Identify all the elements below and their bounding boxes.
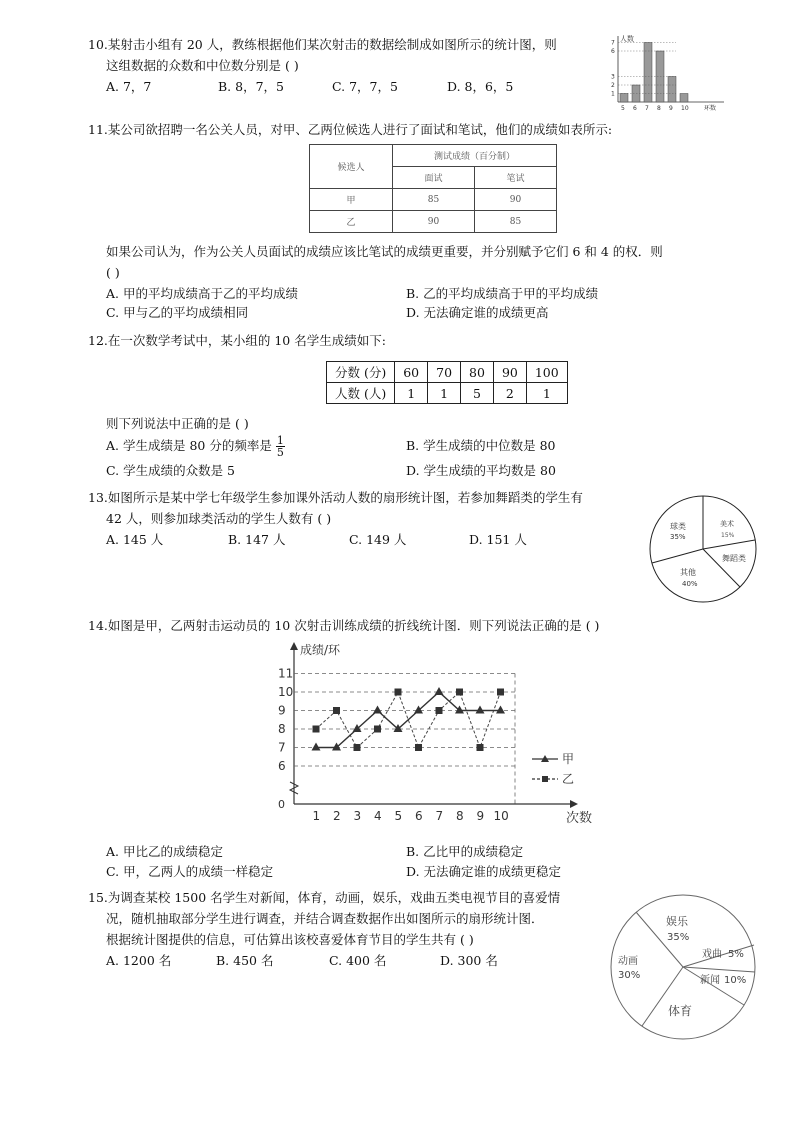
q10-y-tick: 3 bbox=[611, 73, 615, 81]
q12-score-cell: 60 bbox=[395, 362, 428, 383]
q10-option-a: A. 7，7 bbox=[106, 79, 152, 94]
q14-x-tick: 1 bbox=[312, 809, 321, 823]
q15-slice-value: 35% bbox=[667, 932, 690, 943]
q11-row2-written: 85 bbox=[474, 211, 556, 233]
q14-option-c: C. 甲，乙两人的成绩一样稳定 bbox=[106, 864, 274, 879]
q10-x-tick: 10 bbox=[681, 105, 689, 112]
q10-option-c: C. 7，7，5 bbox=[332, 79, 398, 94]
q15-slice-value: 5% bbox=[728, 949, 744, 960]
q10-y-tick: 1 bbox=[611, 90, 615, 98]
q14-point-yi bbox=[313, 726, 320, 733]
q14-option-b: B. 乙比甲的成绩稳定 bbox=[406, 844, 524, 859]
q10-bar bbox=[668, 77, 676, 103]
q15-slice-label: 新闻 bbox=[700, 975, 720, 986]
q12-question: 则下列说法中正确的是 ( ) bbox=[106, 416, 249, 431]
q12-score-cell: 90 bbox=[493, 362, 526, 383]
q11-option-a: A. 甲的平均成绩高于乙的平均成绩 bbox=[106, 286, 298, 301]
q13-slice-value: 40% bbox=[682, 580, 698, 588]
fraction-denominator: 5 bbox=[276, 446, 284, 459]
q15-slice-label: 戏曲 bbox=[702, 949, 722, 960]
table-row bbox=[327, 362, 568, 383]
q12-fraction bbox=[276, 435, 285, 458]
q14-point-yi bbox=[497, 689, 504, 696]
fraction-numerator: 1 bbox=[276, 434, 284, 447]
q10-x-tick: 8 bbox=[657, 105, 661, 112]
q13-slice-label: 其他 bbox=[680, 568, 696, 577]
q11-header-written: 笔试 bbox=[474, 167, 556, 189]
q12-count-cell: 1 bbox=[526, 383, 567, 404]
q13-pie-chart bbox=[648, 494, 758, 604]
q14-x-tick: 4 bbox=[374, 809, 382, 823]
q14-x-tick: 6 bbox=[415, 809, 423, 823]
q15-option-c: C. 400 名 bbox=[329, 953, 387, 968]
q14-point-jia bbox=[332, 743, 341, 751]
q14-axis-break bbox=[290, 782, 298, 794]
q14-option-a: A. 甲比乙的成绩稳定 bbox=[106, 844, 223, 859]
q12-option-a bbox=[106, 433, 285, 459]
q14-x-tick: 8 bbox=[456, 809, 464, 823]
q10-bar-chart bbox=[604, 30, 728, 112]
q10-y-tick: 2 bbox=[611, 82, 615, 89]
q11-stem: 11.某公司欲招聘一名公关人员，对甲、乙两位候选人进行了面试和笔试，他们的成绩如表所示: bbox=[88, 122, 613, 137]
q14-point-yi bbox=[456, 689, 463, 696]
q15-option-d: D. 300 名 bbox=[440, 953, 498, 968]
q10-bar bbox=[680, 94, 688, 103]
q15-stem-line2: 况，随机抽取部分学生进行调查，并结合调查数据作出如图所示的扇形统计图． bbox=[106, 911, 544, 926]
q14-line-chart bbox=[270, 638, 610, 832]
q11-option-c: C. 甲与乙的平均成绩相同 bbox=[106, 305, 249, 320]
q14-point-yi bbox=[477, 744, 484, 751]
q14-y-axis-arrow bbox=[290, 642, 298, 650]
q14-point-jia bbox=[476, 706, 485, 714]
q11-row1-interview: 85 bbox=[393, 189, 475, 211]
q10-x-tick: 7 bbox=[645, 105, 649, 112]
q11-row2-name: 乙 bbox=[310, 211, 393, 233]
q12-count-cell: 2 bbox=[493, 383, 526, 404]
q12-stem: 12.在一次数学考试中，某小组的 10 名学生成绩如下: bbox=[88, 333, 386, 348]
table-row bbox=[310, 211, 557, 233]
q14-point-jia bbox=[394, 724, 403, 732]
q10-x-tick: 6 bbox=[633, 105, 637, 112]
q10-y-tick: 6 bbox=[611, 48, 615, 55]
q11-row1-name: 甲 bbox=[310, 189, 393, 211]
q13-slice-label: 球类 bbox=[670, 522, 686, 531]
q14-point-jia bbox=[414, 706, 423, 714]
q12-count-cell: 5 bbox=[461, 383, 494, 404]
q15-slice-label: 体育 bbox=[668, 1004, 693, 1018]
q12-option-b: B. 学生成绩的中位数是 80 bbox=[406, 438, 556, 453]
q15-option-b: B. 450 名 bbox=[216, 953, 274, 968]
q13-stem-line2: 42 人，则参加球类活动的学生人数有 ( ) bbox=[106, 511, 332, 526]
q11-option-b: B. 乙的平均成绩高于甲的平均成绩 bbox=[406, 286, 599, 301]
q14-point-jia bbox=[353, 724, 362, 732]
q14-point-yi bbox=[333, 707, 340, 714]
q14-x-label: 次数 bbox=[566, 811, 593, 826]
q12-score-cell: 70 bbox=[428, 362, 461, 383]
q12-score-label: 分数 (分) bbox=[327, 362, 395, 383]
q12-option-d: D. 学生成绩的平均数是 80 bbox=[406, 463, 556, 478]
q15-pie-chart bbox=[604, 893, 764, 1043]
q14-y-tick: 11 bbox=[278, 666, 294, 681]
legend-label-jia: 甲 bbox=[562, 752, 575, 766]
q15-stem-line3: 根据统计图提供的信息，可估算出该校喜爱体育节目的学生共有 ( ) bbox=[106, 932, 474, 947]
q10-x-label: 环数 bbox=[704, 105, 717, 112]
q12-count-cell: 1 bbox=[428, 383, 461, 404]
q11-header-group: 测试成绩（百分制） bbox=[393, 145, 557, 167]
q13-slice-value: 15% bbox=[721, 532, 735, 539]
q11-option-d: D. 无法确定谁的成绩更高 bbox=[406, 305, 549, 320]
q14-y-tick: 6 bbox=[278, 759, 286, 773]
q14-point-jia bbox=[435, 687, 444, 695]
q11-row2-interview: 90 bbox=[393, 211, 475, 233]
q11-weight-text: 如果公司认为，作为公关人员面试的成绩应该比笔试的成绩更重要，并分别赋予它们 6 和 4 的权．则 bbox=[106, 244, 663, 259]
q11-header-candidate: 候选人 bbox=[310, 145, 393, 189]
q15-slice-label: 娱乐 bbox=[666, 915, 688, 928]
q12-score-table bbox=[326, 361, 568, 404]
q10-x-tick: 9 bbox=[669, 105, 673, 112]
q15-option-a: A. 1200 名 bbox=[106, 953, 172, 968]
q14-point-jia bbox=[455, 706, 464, 714]
q14-point-jia bbox=[312, 743, 321, 751]
q14-point-yi bbox=[354, 744, 361, 751]
q14-point-jia bbox=[373, 706, 382, 714]
q12-option-a-text: A. 学生成绩是 80 分的频率是 bbox=[106, 438, 272, 453]
q12-count-cell: 1 bbox=[395, 383, 428, 404]
q14-x-tick: 3 bbox=[353, 809, 362, 823]
q13-stem-line1: 13.如图所示是某中学七年级学生参加课外活动人数的扇形统计图，若参加舞蹈类的学生有 bbox=[88, 490, 583, 505]
q14-x-axis-arrow bbox=[570, 800, 578, 808]
q11-row1-written: 90 bbox=[474, 189, 556, 211]
q14-point-yi bbox=[415, 744, 422, 751]
q14-x-tick: 7 bbox=[435, 809, 444, 823]
q11-score-table bbox=[309, 144, 557, 233]
q13-option-d: D. 151 人 bbox=[469, 532, 527, 547]
q15-stem-line1: 15.为调查某校 1500 名学生对新闻，体育，动画，娱乐，戏曲五类电视节目的喜爱情 bbox=[88, 890, 561, 905]
q14-point-yi bbox=[395, 689, 402, 696]
q10-x-tick: 5 bbox=[621, 105, 625, 112]
q14-x-tick: 5 bbox=[394, 809, 403, 823]
q14-x-tick: 9 bbox=[476, 809, 485, 823]
q11-header-interview: 面试 bbox=[393, 167, 475, 189]
q13-slice-label: 美术 bbox=[720, 520, 734, 528]
q10-option-b: B. 8，7，5 bbox=[218, 79, 284, 94]
q14-stem: 14.如图是甲，乙两射击运动员的 10 次射击训练成绩的折线统计图．则下列说法正确的是 ( ) bbox=[88, 618, 600, 633]
q14-point-yi bbox=[374, 726, 381, 733]
q14-origin-label: 0 bbox=[278, 798, 285, 811]
q15-slice-label: 动画 bbox=[618, 956, 638, 967]
q14-y-tick: 8 bbox=[278, 722, 286, 736]
q15-slice-value: 10% bbox=[724, 975, 747, 986]
q13-slice-value: 35% bbox=[670, 533, 686, 541]
q14-x-tick: 2 bbox=[333, 809, 341, 823]
q14-x-tick: 10 bbox=[493, 809, 509, 823]
q14-legend bbox=[532, 752, 574, 786]
q14-point-jia bbox=[496, 706, 505, 714]
q12-option-c: C. 学生成绩的众数是 5 bbox=[106, 463, 235, 478]
table-row bbox=[310, 189, 557, 211]
q10-stem-line2: 这组数据的众数和中位数分别是 ( ) bbox=[106, 58, 299, 73]
q10-bar bbox=[620, 94, 628, 103]
q14-y-tick: 10 bbox=[278, 685, 294, 699]
q12-score-cell: 100 bbox=[526, 362, 567, 383]
legend-label-yi: 乙 bbox=[562, 772, 575, 786]
q14-point-yi bbox=[436, 707, 443, 714]
q13-option-c: C. 149 人 bbox=[349, 532, 407, 547]
q14-y-label: 成绩/环 bbox=[300, 643, 341, 657]
q14-y-tick: 9 bbox=[278, 703, 286, 718]
q14-y-tick: 7 bbox=[278, 740, 286, 755]
q13-slice-label: 舞蹈类 bbox=[722, 554, 746, 563]
q10-option-d: D. 8，6，5 bbox=[447, 79, 514, 94]
table-row bbox=[327, 383, 568, 404]
q13-option-a: A. 145 人 bbox=[106, 532, 164, 547]
q15-slice-value: 30% bbox=[618, 970, 641, 981]
q10-y-tick: 7 bbox=[611, 39, 615, 47]
q12-score-cell: 80 bbox=[461, 362, 494, 383]
q12-count-label: 人数 (人) bbox=[327, 383, 395, 404]
q11-blank: ( ) bbox=[106, 265, 120, 280]
q14-series-line-jia bbox=[316, 692, 501, 748]
q13-option-b: B. 147 人 bbox=[228, 532, 286, 547]
q10-y-label: 人数 bbox=[620, 35, 634, 43]
legend-marker-yi bbox=[542, 776, 548, 782]
q10-stem-line1: 10.某射击小组有 20 人，教练根据他们某次射击的数据绘制成如图所示的统计图，则 bbox=[88, 37, 557, 52]
q10-bar bbox=[644, 43, 652, 103]
q14-option-d: D. 无法确定谁的成绩更稳定 bbox=[406, 864, 562, 879]
